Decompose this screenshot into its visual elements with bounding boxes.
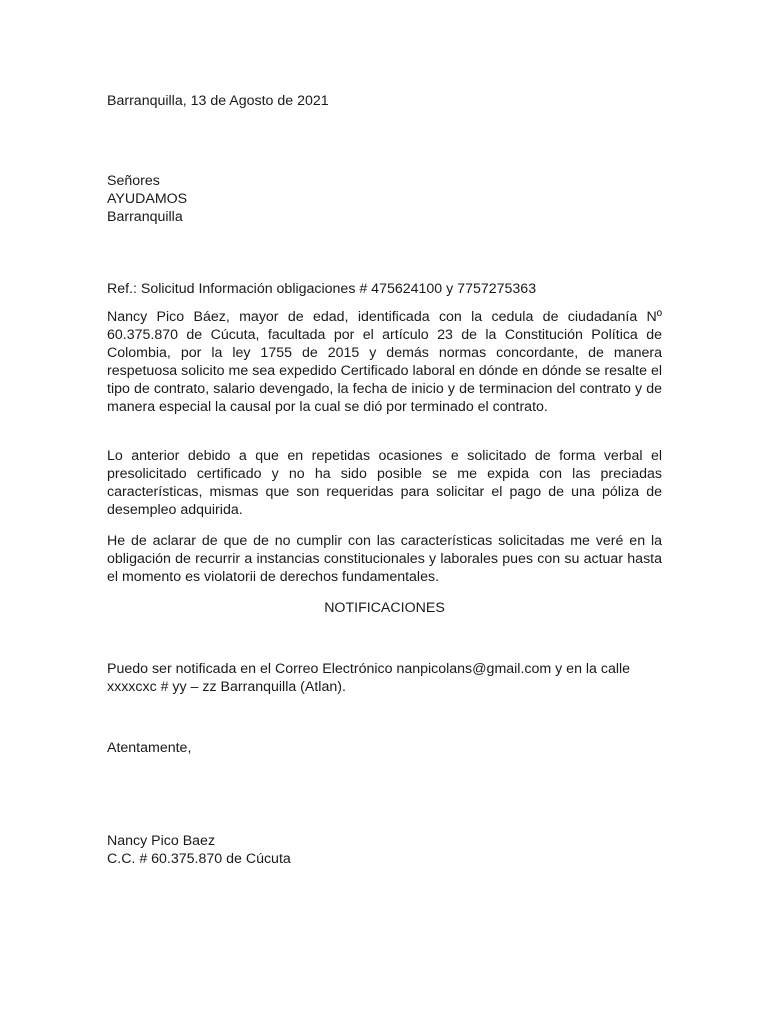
body-paragraph-1: Nancy Pico Báez, mayor de edad, identificada con la cedula de ciudadanía Nº 60.375.870 de Cúcuta, facultada por el artículo 23 de la Constitución Política de Colombia, por la ley 1755 de 2015 y demás normas concordante, de manera respetuosa solicito me sea expedido Certificado laboral en dónde en dónde se resalte el tipo de contrato, salario devengado, la fecha de inicio y de terminacion del contrato y de manera especial la causal por la cual se dió por terminado el contrato. (107, 309, 662, 415)
notifications-heading: NOTIFICACIONES (324, 600, 445, 616)
closing: Atentamente, (107, 740, 192, 756)
reference-line: Ref.: Solicitud Información obligaciones # 475624100 y 7757275363 (107, 281, 537, 297)
notification-text (107, 660, 662, 696)
notification-line-2: xxxxcxc # yy – zz Barranquilla (Atlan). (107, 679, 346, 695)
signature-name: Nancy Pico Baez (107, 833, 216, 849)
recipient-city: Barranquilla (107, 209, 183, 225)
recipient-salutation: Señores (107, 173, 160, 189)
place-date: Barranquilla, 13 de Agosto de 2021 (107, 93, 329, 109)
signature-id: C.C. # 60.375.870 de Cúcuta (107, 851, 291, 867)
recipient-organization: AYUDAMOS (107, 191, 188, 207)
notification-line-1: Puedo ser notificada en el Correo Electrónico nanpicolans@gmail.com y en la calle (107, 661, 631, 677)
body-paragraph-2: Lo anterior debido a que en repetidas ocasiones e solicitado de forma verbal el presolicitado certificado y no ha sido posible se me expida con las preciadas características, mismas que son requeridas para solicitar el pago de una póliza de desempleo adquirida. (107, 448, 662, 518)
body-paragraph-3: He de aclarar de que de no cumplir con las características solicitadas me veré en la obligación de recurrir a instancias constitucionales y laborales pues con su actuar hasta el momento es violatorii de derechos fundamentales. (107, 533, 662, 585)
